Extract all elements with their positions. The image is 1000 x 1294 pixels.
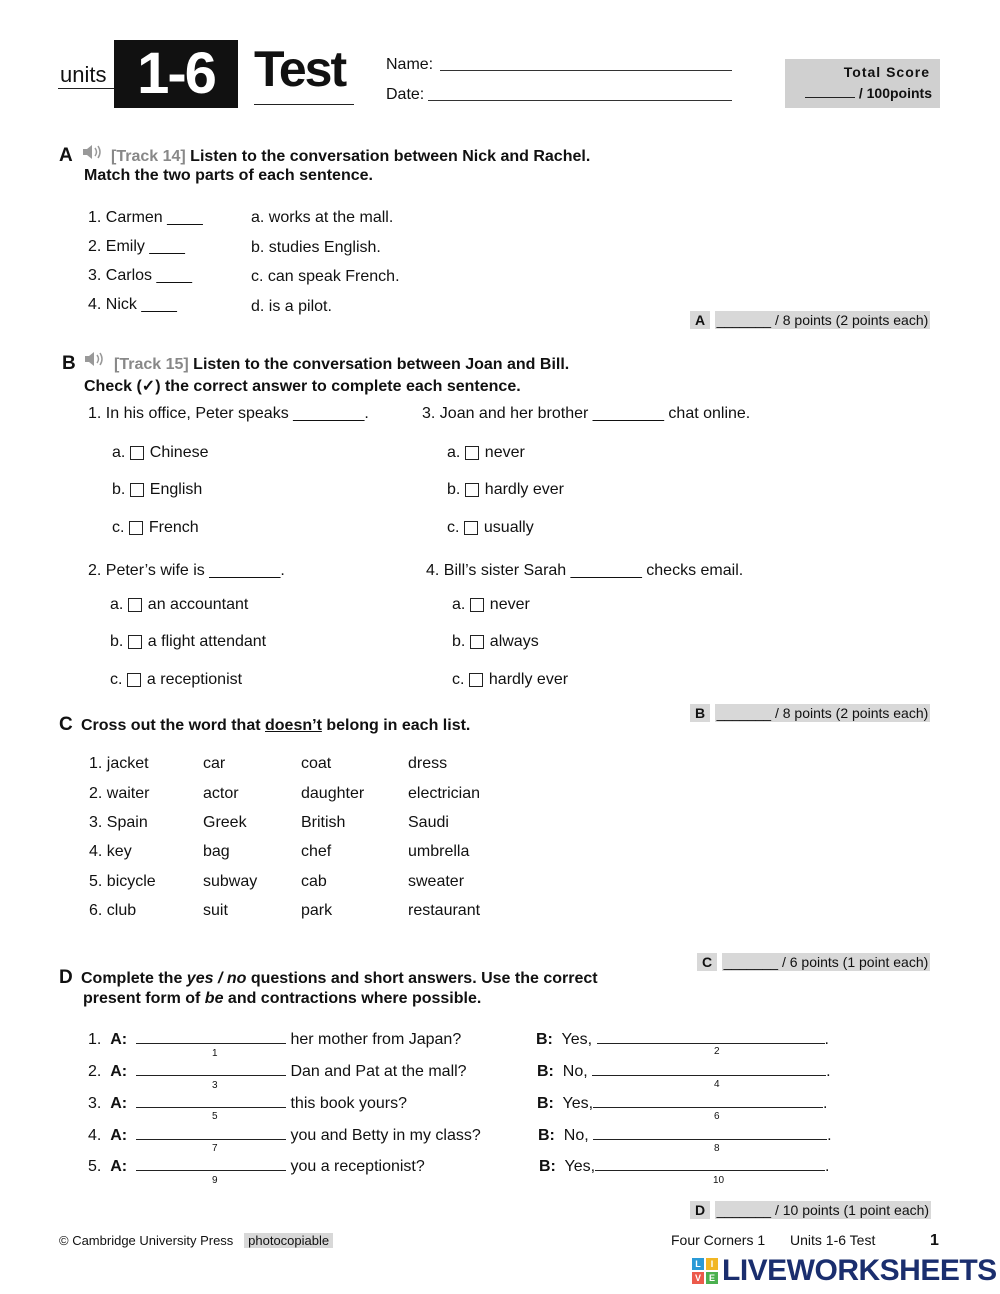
- section-d-letter: D: [59, 967, 73, 988]
- total-score-blank[interactable]: [805, 97, 855, 98]
- d-blank-number-5: 5: [212, 1111, 218, 1122]
- d-blank-2[interactable]: [597, 1043, 825, 1044]
- d-blank-9[interactable]: [136, 1170, 286, 1171]
- c-row-5-word-4[interactable]: sweater: [408, 873, 465, 890]
- test-name: Units 1-6 Test: [790, 1232, 876, 1248]
- b-q1-option-a[interactable]: a. Chinese: [112, 444, 209, 461]
- checkbox[interactable]: [128, 598, 142, 612]
- d-row-1-answer: B: Yes, .: [536, 1031, 829, 1048]
- book-title: Four Corners 1: [671, 1232, 766, 1248]
- c-row-6-word-1[interactable]: 6. club: [89, 902, 137, 919]
- section-a-letter: A: [59, 145, 73, 166]
- d-blank-number-9: 9: [212, 1175, 218, 1186]
- c-row-4-word-2[interactable]: bag: [203, 843, 230, 860]
- speaker-icon[interactable]: [84, 350, 106, 368]
- c-row-3-word-3[interactable]: British: [301, 814, 346, 831]
- name-field[interactable]: [440, 70, 732, 71]
- match-right-c: c. can speak French.: [251, 268, 400, 285]
- c-row-6-word-3[interactable]: park: [301, 902, 333, 919]
- c-row-6-word-2[interactable]: suit: [203, 902, 228, 919]
- b-q1-option-c[interactable]: c. French: [112, 519, 199, 536]
- d-blank-6[interactable]: [593, 1107, 823, 1108]
- match-right-d: d. is a pilot.: [251, 298, 332, 315]
- section-c-letter: C: [59, 714, 73, 735]
- header-divider: [58, 88, 118, 89]
- c-row-2-word-1[interactable]: 2. waiter: [89, 785, 150, 802]
- checkbox[interactable]: [465, 446, 479, 460]
- d-blank-8[interactable]: [593, 1139, 827, 1140]
- b-question-3: 3. Joan and her brother ________ chat online.: [422, 405, 751, 422]
- d-row-2: 2. A: Dan and Pat at the mall?: [88, 1063, 467, 1080]
- b-q4-option-a[interactable]: a. never: [452, 596, 530, 613]
- d-blank-number-10: 10: [713, 1175, 725, 1186]
- c-row-3-word-4[interactable]: Saudi: [408, 814, 449, 831]
- match-left-4: 4. Nick ____: [88, 296, 177, 313]
- match-left-1: 1. Carmen ____: [88, 209, 203, 226]
- d-blank-number-7: 7: [212, 1143, 218, 1154]
- liveworksheets-logo[interactable]: LIVEWORKSHEETS: [722, 1254, 997, 1287]
- track-15-label: [Track 15]: [114, 356, 189, 373]
- c-row-2-word-3[interactable]: daughter: [301, 785, 365, 802]
- d-blank-number-8: 8: [714, 1143, 720, 1154]
- liveworksheets-logo-icon: L I V E: [692, 1258, 718, 1284]
- d-blank-3[interactable]: [136, 1075, 286, 1076]
- checkbox[interactable]: [130, 446, 144, 460]
- b-question-4: 4. Bill’s sister Sarah ________ checks email.: [426, 562, 744, 579]
- b-q4-option-c[interactable]: c. hardly ever: [452, 671, 569, 688]
- match-left-3: 3. Carlos ____: [88, 267, 193, 284]
- c-row-4-word-3[interactable]: chef: [301, 843, 332, 860]
- b-q2-option-b[interactable]: b. a flight attendant: [110, 633, 267, 650]
- checkbox[interactable]: [470, 635, 484, 649]
- b-q3-option-c[interactable]: c. usually: [447, 519, 534, 536]
- checkbox[interactable]: [469, 673, 483, 687]
- c-row-1-word-4[interactable]: dress: [408, 755, 448, 772]
- date-field[interactable]: [428, 100, 732, 101]
- checkbox[interactable]: [465, 483, 479, 497]
- match-right-a: a. works at the mall.: [251, 209, 394, 226]
- c-row-1-word-1[interactable]: 1. jacket: [89, 755, 149, 772]
- name-label: Name:: [386, 56, 434, 73]
- unit-range-badge: 1-6: [114, 40, 238, 108]
- checkbox[interactable]: [129, 521, 143, 535]
- checkbox[interactable]: [130, 483, 144, 497]
- test-title: Test: [254, 41, 346, 97]
- track-14-label: [Track 14]: [111, 148, 186, 165]
- c-row-1-word-3[interactable]: coat: [301, 755, 332, 772]
- match-left-2: 2. Emily ____: [88, 238, 185, 255]
- b-q1-option-b[interactable]: b. English: [112, 481, 203, 498]
- checkbox[interactable]: [470, 598, 484, 612]
- c-row-3-word-1[interactable]: 3. Spain: [89, 814, 148, 831]
- c-row-1-word-2[interactable]: car: [203, 755, 226, 772]
- d-blank-10[interactable]: [595, 1170, 825, 1171]
- d-blank-number-2: 2: [714, 1046, 720, 1057]
- c-row-5-word-2[interactable]: subway: [203, 873, 258, 890]
- b-q2-option-a[interactable]: a. an accountant: [110, 596, 249, 613]
- d-blank-1[interactable]: [136, 1043, 286, 1044]
- match-right-b: b. studies English.: [251, 239, 381, 256]
- total-score-label: Total Score: [843, 64, 930, 80]
- section-a-score: A _______ / 8 points (2 points each): [690, 312, 930, 330]
- d-row-5-answer: B: Yes, .: [539, 1158, 830, 1175]
- section-c-instruction: Cross out the word that doesn’t belong in each list.: [81, 717, 471, 734]
- total-score-value: / 100points: [805, 85, 932, 101]
- copyright: © Cambridge University Press photocopiable: [59, 1233, 333, 1248]
- photocopiable-tag: photocopiable: [244, 1233, 333, 1248]
- d-blank-number-4: 4: [714, 1079, 720, 1090]
- d-row-2-answer: B: No, .: [537, 1063, 831, 1080]
- d-blank-number-3: 3: [212, 1080, 218, 1091]
- section-d-score: D _______ / 10 points (1 point each): [690, 1202, 931, 1220]
- c-row-3-word-2[interactable]: Greek: [203, 814, 247, 831]
- section-b-instruction-2: Check (✓) the correct answer to complete each sentence.: [84, 378, 521, 395]
- checkbox[interactable]: [128, 635, 142, 649]
- d-blank-4[interactable]: [592, 1075, 826, 1076]
- d-row-4: 4. A: you and Betty in my class?: [88, 1127, 481, 1144]
- page-number: 1: [930, 1232, 939, 1249]
- title-underline: [254, 104, 354, 105]
- d-blank-number-1: 1: [212, 1048, 218, 1059]
- section-c-score: C _______ / 6 points (1 point each): [697, 954, 930, 972]
- checkbox[interactable]: [127, 673, 141, 687]
- c-row-2-word-4[interactable]: electrician: [408, 785, 481, 802]
- units-label: units: [60, 62, 107, 87]
- d-row-3-answer: B: Yes, .: [537, 1095, 828, 1112]
- b-question-1: 1. In his office, Peter speaks ________.: [88, 405, 369, 422]
- b-q3-option-b[interactable]: b. hardly ever: [447, 481, 564, 498]
- checkbox[interactable]: [464, 521, 478, 535]
- c-row-6-word-4[interactable]: restaurant: [408, 902, 481, 919]
- c-row-4-word-1[interactable]: 4. key: [89, 843, 132, 860]
- section-b-letter: B: [62, 353, 76, 374]
- section-b-instruction: [Track 15] Listen to the conversation between Joan and Bill.: [114, 356, 570, 373]
- b-q3-option-a[interactable]: a. never: [447, 444, 525, 461]
- d-blank-5[interactable]: [136, 1107, 286, 1108]
- b-q4-option-b[interactable]: b. always: [452, 633, 539, 650]
- section-a-instruction-2: Match the two parts of each sentence.: [84, 167, 373, 184]
- section-d-instruction-2: present form of be and contractions where possible.: [83, 990, 482, 1007]
- b-q2-option-c[interactable]: c. a receptionist: [110, 671, 243, 688]
- d-blank-number-6: 6: [714, 1111, 720, 1122]
- speaker-icon[interactable]: [82, 143, 104, 161]
- d-row-5: 5. A: you a receptionist?: [88, 1158, 425, 1175]
- d-row-1: 1. A: her mother from Japan?: [88, 1031, 462, 1048]
- b-question-2: 2. Peter’s wife is ________.: [88, 562, 285, 579]
- c-row-5-word-3[interactable]: cab: [301, 873, 327, 890]
- section-b-score: B _______ / 8 points (2 points each): [690, 705, 930, 723]
- c-row-4-word-4[interactable]: umbrella: [408, 843, 470, 860]
- c-row-5-word-1[interactable]: 5. bicycle: [89, 873, 156, 890]
- date-label: Date:: [386, 86, 425, 103]
- d-row-3: 3. A: this book yours?: [88, 1095, 407, 1112]
- section-d-instruction: Complete the yes / no questions and short answers. Use the correct: [81, 970, 598, 987]
- total-score-box: [785, 59, 940, 108]
- section-a-instruction: [Track 14] Listen to the conversation between Nick and Rachel.: [111, 148, 591, 165]
- d-row-4-answer: B: No, .: [538, 1127, 832, 1144]
- d-blank-7[interactable]: [136, 1139, 286, 1140]
- c-row-2-word-2[interactable]: actor: [203, 785, 239, 802]
